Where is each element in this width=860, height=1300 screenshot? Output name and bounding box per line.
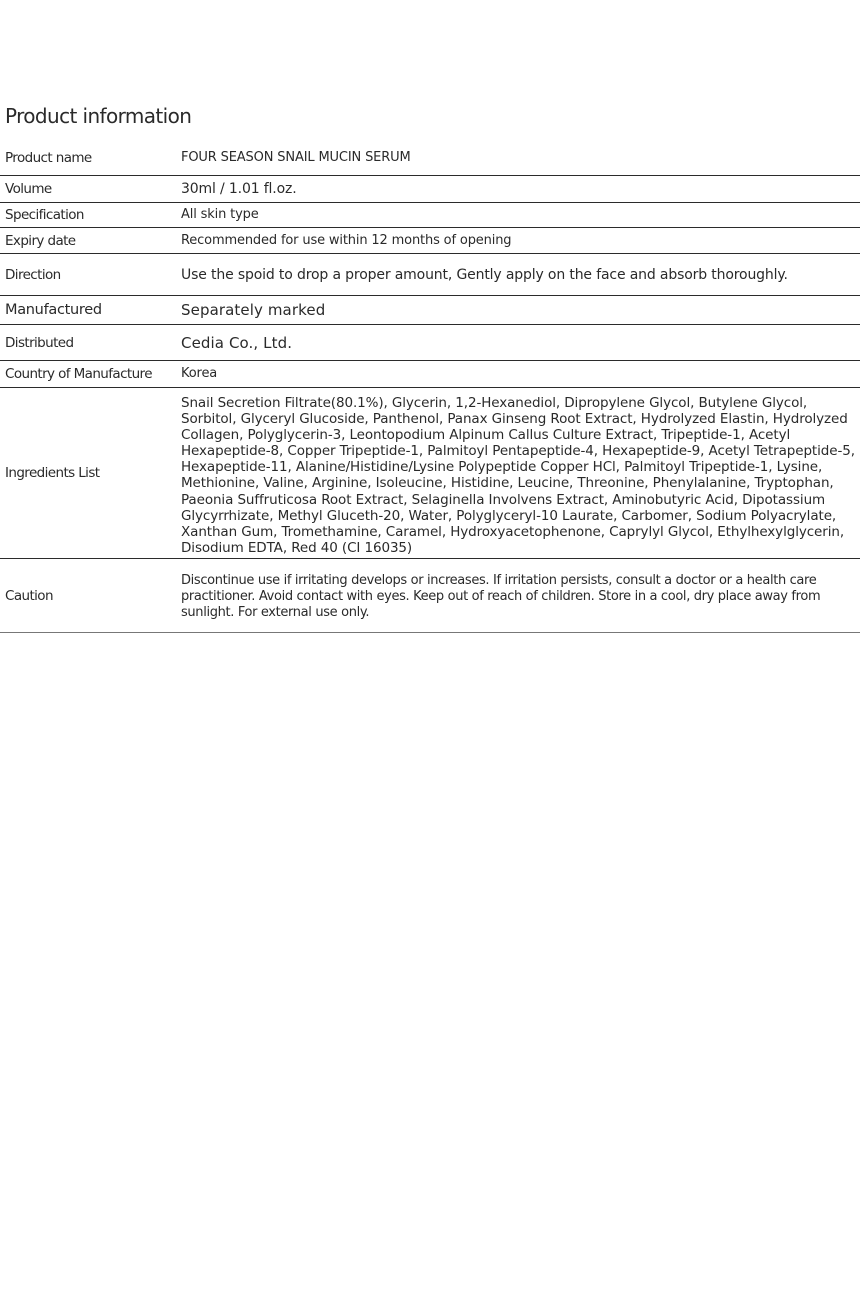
table-row-country bbox=[0, 361, 860, 388]
row-value: All skin type bbox=[181, 207, 259, 222]
row-value: FOUR SEASON SNAIL MUCIN SERUM bbox=[181, 149, 411, 165]
table-row-manufactured bbox=[0, 296, 860, 325]
row-label: Caution bbox=[5, 587, 53, 604]
row-value: Separately marked bbox=[181, 301, 326, 319]
row-value: 30ml / 1.01 fl.oz. bbox=[181, 181, 297, 197]
row-label: Specification bbox=[5, 207, 84, 223]
row-label: Ingredients List bbox=[5, 465, 100, 481]
row-label: Distributed bbox=[5, 334, 74, 351]
row-label: Expiry date bbox=[5, 232, 76, 249]
row-label: Manufactured bbox=[5, 302, 102, 318]
page-title: Product information bbox=[5, 104, 192, 128]
row-label: Direction bbox=[5, 266, 61, 283]
table-row-direction bbox=[0, 254, 860, 296]
table-row-expiry-date bbox=[0, 228, 860, 254]
row-value: Korea bbox=[181, 366, 218, 381]
row-label: Country of Manufacture bbox=[5, 366, 152, 382]
row-value: Discontinue use if irritating develops or increases. If irritation persists, consult a doctor or a health care practitioner. Avoid contact with eyes. Keep out of reach of children. Store in a cool, dry place away from sunlight. For external use only. bbox=[181, 573, 821, 620]
table-row-ingredients bbox=[0, 388, 860, 559]
table-row-distributed bbox=[0, 325, 860, 361]
table-row-specification bbox=[0, 203, 860, 228]
row-label: Product name bbox=[5, 149, 92, 166]
row-value: Use the spoid to drop a proper amount, Gently apply on the face and absorb thoroughly. bbox=[181, 266, 788, 283]
row-label: Volume bbox=[5, 181, 52, 197]
row-value: Cedia Co., Ltd. bbox=[181, 333, 293, 352]
table-row-product-name bbox=[0, 140, 860, 176]
table-row-volume bbox=[0, 176, 860, 203]
table-row-caution bbox=[0, 559, 860, 633]
product-info-table bbox=[0, 140, 860, 633]
row-value: Recommended for use within 12 months of opening bbox=[181, 232, 512, 248]
row-value: Snail Secretion Filtrate(80.1%), Glycerin, 1,2-Hexanediol, Dipropylene Glycol, Butylene Glycol, Sorbitol, Glyceryl Glucoside, Panthenol, Panax Ginseng Root Extract, Hydrolyzed Elastin, Hydrolyzed Collagen, Polyglycerin-3, Leontopodium Alpinum Callus Culture Extract, Tripeptide-1, Acetyl Hexapeptide-8, Copper Tripeptide-1, Palmitoyl Pentapeptide-4, Hexapeptide-9, Acetyl Tetrapeptide-5, Hexapeptide-11, Alanine/Histidine/Lysine Polypeptide Copper HCl, Palmitoyl Tripeptide-1, Lysine, Methionine, Valine, Arginine, Isoleucine, Histidine, Leucine, Threonine, Phenylalanine, Tryptophan, Paeonia Suffruticosa Root Extract, Selaginella Involvens Extract, Aminobutyric Acid, Dipotassium Glycyrrhizate, Methyl Gluceth-20, Water, Polyglyceryl-10 Laurate, Carbomer, Sodium Polyacrylate, Xanthan Gum, Tromethamine, Caramel, Hydroxyacetophenone, Caprylyl Glycol, Ethylhexylglycerin, Disodium EDTA, Red 40 (CI 16035) bbox=[181, 395, 855, 556]
